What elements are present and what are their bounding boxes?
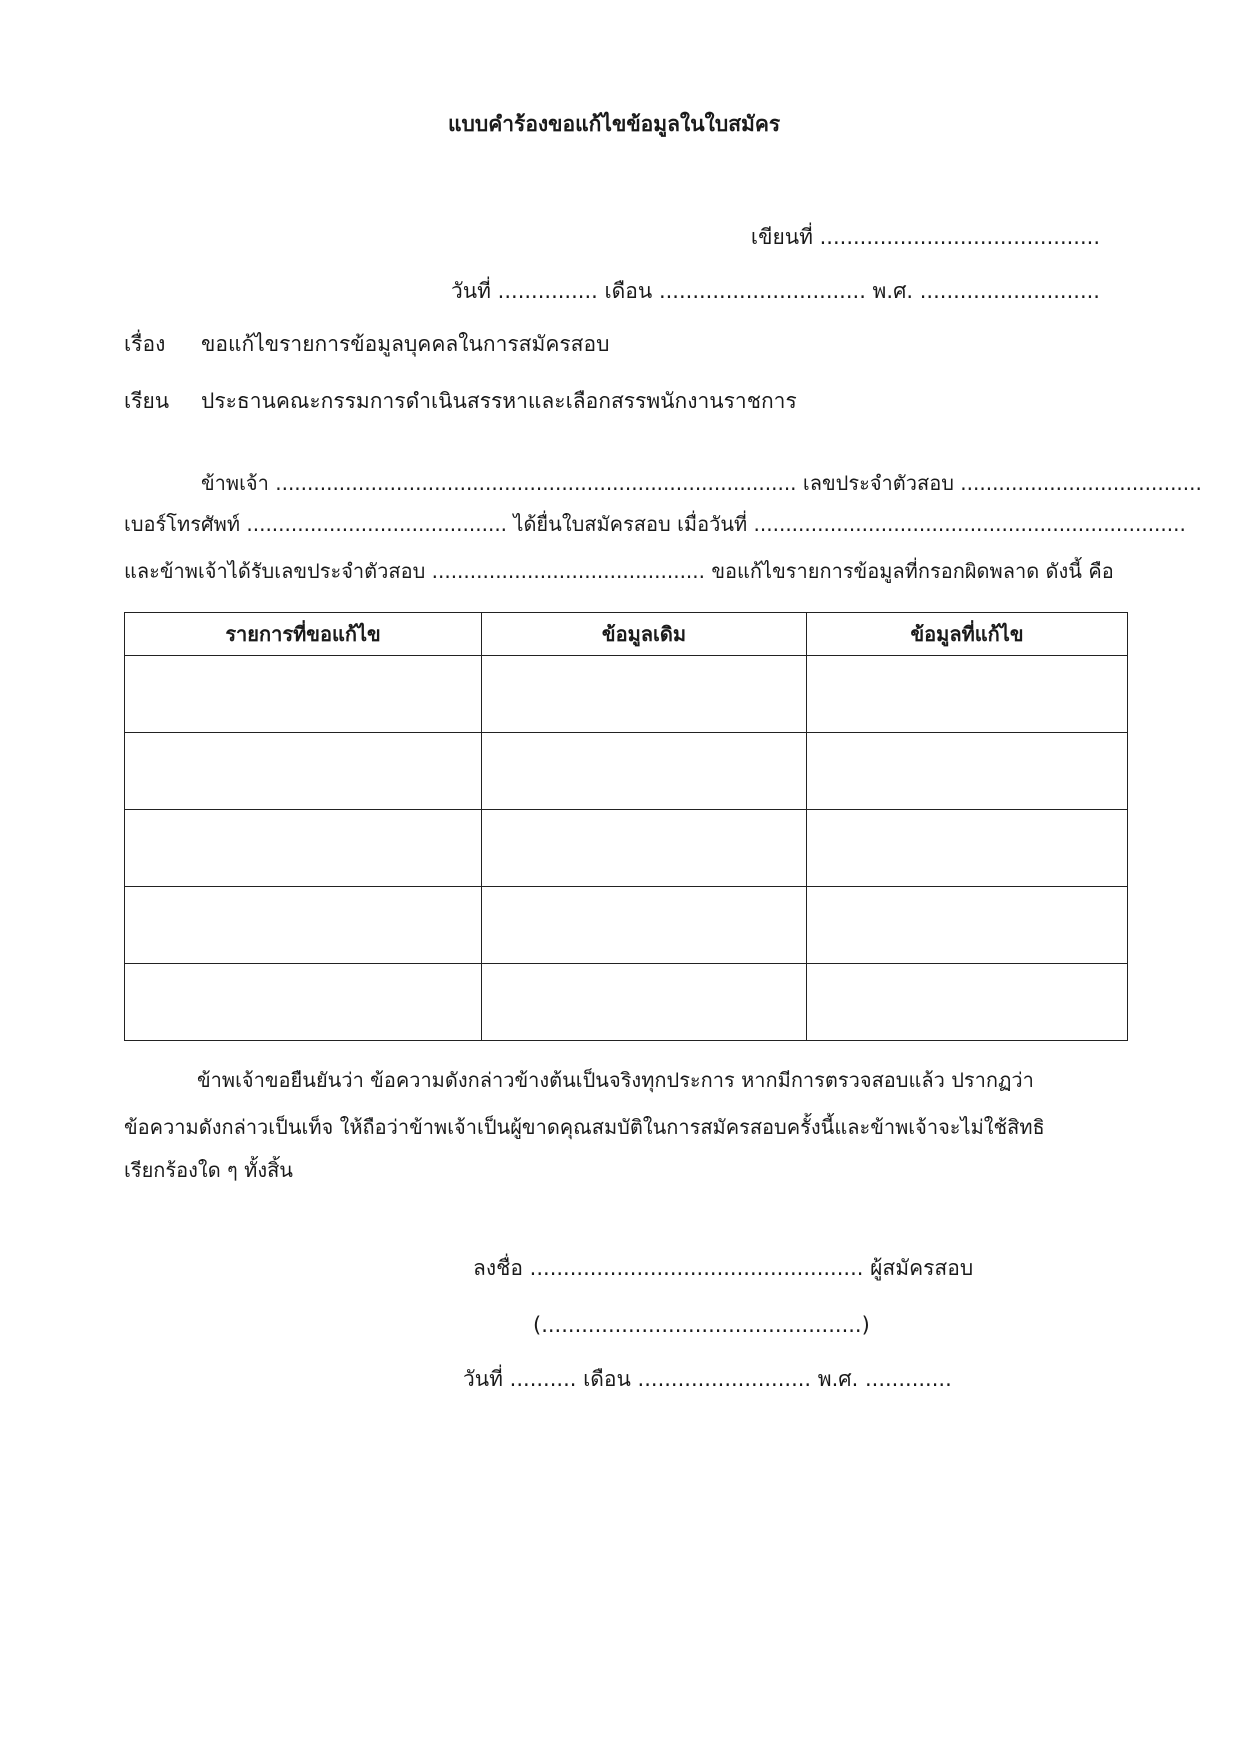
declaration-line-1: ข้าพเจ้าขอยืนยันว่า ข้อความดังกล่าวข้างต้นเป็นจริงทุกประการ หากมีการตรวจสอบแล้ว ปรากฏว่า <box>197 1068 1034 1092</box>
declaration-line-3: เรียกร้องใด ๆ ทั้งสิ้น <box>124 1158 293 1182</box>
table-cell[interactable] <box>125 887 482 964</box>
exam-number-line: และข้าพเจ้าได้รับเลขประจำตัวสอบ ........................................... ขอแก้ไขรายการข้อมูลที่กรอกผิดพลาด ดังนี้ คือ <box>124 559 1114 583</box>
declaration-line-2: ข้อความดังกล่าวเป็นเท็จ ให้ถือว่าข้าพเจ้าเป็นผู้ขาดคุณสมบัติในการสมัครสอบครั้งนี้และข้าพเจ้าจะไม่ใช้สิทธิ <box>124 1115 1045 1139</box>
signature-line: ลงชื่อ .................................................. ผู้สมัครสอบ <box>473 1256 974 1280</box>
to-label: เรียน <box>124 389 170 413</box>
subject-text: ขอแก้ไขรายการข้อมูลบุคคลในการสมัครสอบ <box>201 332 610 356</box>
table-cell[interactable] <box>807 810 1128 887</box>
table-cell[interactable] <box>807 656 1128 733</box>
table-cell[interactable] <box>125 656 482 733</box>
written-at-line: เขียนที่ .......................................... <box>750 225 1100 249</box>
subject-label: เรื่อง <box>124 332 166 356</box>
table-row <box>125 964 1128 1041</box>
table-header-row <box>125 613 1128 656</box>
table-row <box>125 656 1128 733</box>
table-cell[interactable] <box>482 887 807 964</box>
phone-line: เบอร์โทรศัพท์ ......................................... ได้ยื่นใบสมัครสอบ เมื่อวันที่ .................................................................... <box>124 512 1186 536</box>
header-corrected: ข้อมูลที่แก้ไข <box>807 613 1128 656</box>
signature-date-line: วันที่ .......... เดือน .......................... พ.ศ. ............. <box>463 1367 952 1391</box>
table-cell[interactable] <box>125 964 482 1041</box>
table-cell[interactable] <box>482 733 807 810</box>
table-cell[interactable] <box>807 964 1128 1041</box>
table-cell[interactable] <box>125 733 482 810</box>
signature-name-line: (................................................) <box>533 1313 870 1337</box>
form-title: แบบคำร้องขอแก้ไขข้อมูลในใบสมัคร <box>448 112 781 136</box>
table-cell[interactable] <box>482 964 807 1041</box>
table-cell[interactable] <box>125 810 482 887</box>
table-cell[interactable] <box>807 887 1128 964</box>
applicant-name-line: ข้าพเจ้า .................................................................................. เลขประจำตัวสอบ ...................................... <box>201 471 1202 495</box>
table-cell[interactable] <box>482 810 807 887</box>
header-item: รายการที่ขอแก้ไข <box>125 613 482 656</box>
header-original: ข้อมูลเดิม <box>482 613 807 656</box>
table-row <box>125 887 1128 964</box>
to-text: ประธานคณะกรรมการดำเนินสรรหาและเลือกสรรพนักงานราชการ <box>201 389 797 413</box>
table-row <box>125 733 1128 810</box>
correction-table <box>124 612 1128 1041</box>
table-cell[interactable] <box>807 733 1128 810</box>
table-cell[interactable] <box>482 656 807 733</box>
table-row <box>125 810 1128 887</box>
date-line: วันที่ ............... เดือน ............................... พ.ศ. ........................... <box>451 279 1100 303</box>
